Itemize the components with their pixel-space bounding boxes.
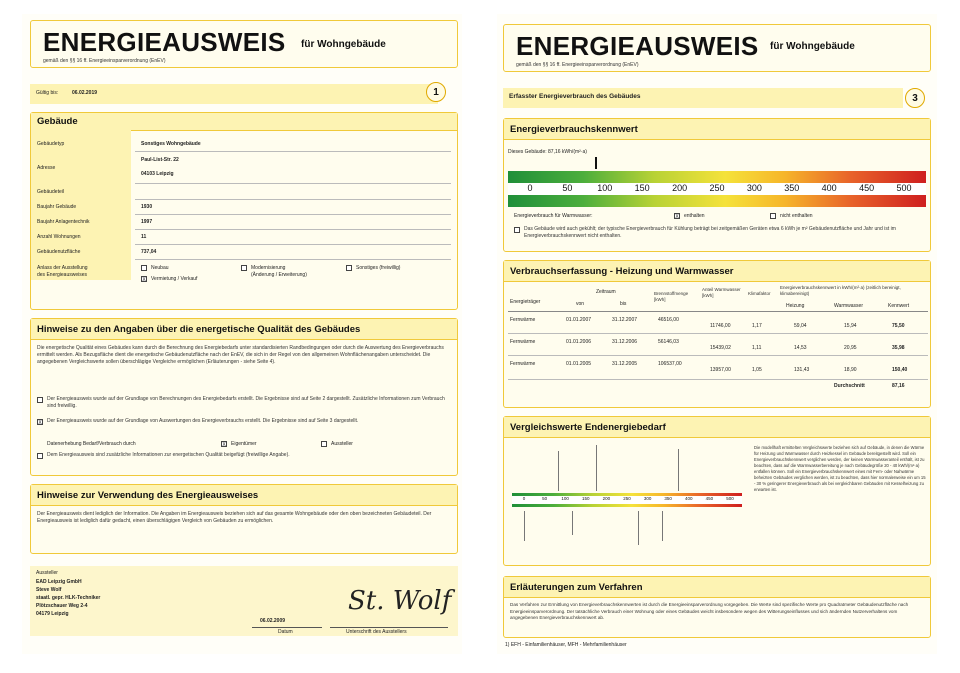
- scale-tick: 300: [746, 183, 762, 193]
- scale-tick: 200: [602, 496, 611, 501]
- hints-section-title: Hinweise zu den Angaben über die energetische Qualität des Gebäudes: [37, 324, 361, 335]
- modernisierung-label-2: (Änderung / Erweiterung): [251, 272, 307, 278]
- hints-option-1-checkbox[interactable]: [37, 397, 43, 403]
- comparison-marker: [572, 511, 573, 535]
- scale-tick: 250: [623, 496, 631, 501]
- page2-legal: gemäß den §§ 16 ff. Energieeinsparverordnung (EnEV): [516, 62, 639, 68]
- usage-section-title: Hinweise zur Verwendung des Energieausweises: [37, 490, 259, 501]
- scale-ticks: [508, 183, 926, 195]
- date-line: [252, 627, 322, 628]
- neubau-checkbox[interactable]: [141, 265, 147, 271]
- scale-tick: 450: [705, 496, 714, 501]
- row-label: Gebäudenutzfläche: [37, 249, 81, 255]
- cooling-checkbox[interactable]: [514, 227, 520, 233]
- col-header: Kennwert: [888, 303, 910, 309]
- page-number-1: 1: [426, 82, 446, 102]
- comparison-ticks: [512, 496, 742, 504]
- row-label: Anzahl Wohnungen: [37, 234, 81, 240]
- hints-option-2-checkbox[interactable]: X: [38, 420, 42, 426]
- issuer-line: staatl. gepr. HLK-Techniker: [36, 595, 101, 601]
- footnote: 1) EFH - Einfamilienhäuser, MFH - Mehrfamilienhäuser: [505, 642, 627, 648]
- col-header: Zeitraum: [596, 289, 616, 295]
- hints-intro: Die energetische Qualität eines Gebäudes kann durch die Berechnung des Energiebedarfs unter standardisierten Randbedingungen oder durch die Auswertung des Energieverbrauchs ermittelt werden. Als Bezugsfläche dient die energetische Gebäudenutzfläche nach der EnEV, die sich in der Regel von den allgemeinen Wohnflächenangaben unterscheidet. Die angegebenen Vergleichswerte sollen überschlägige Vergleiche ermöglichen (Erläuterungen - siehe Seite 4).: [37, 345, 444, 365]
- row-label: Baujahr Anlagentechnik: [37, 219, 90, 225]
- comparison-marker: [638, 511, 639, 545]
- row-divider: [135, 151, 451, 152]
- cell: 150,40: [892, 367, 908, 373]
- cell: 31.12.2006: [612, 339, 638, 345]
- page2-header: [503, 24, 931, 72]
- row-label: Gebäudeteil: [37, 189, 64, 195]
- scale-tick: 500: [896, 183, 912, 193]
- scale-tick: 500: [726, 496, 734, 501]
- issuer-block-label: Aussteller: [36, 570, 58, 576]
- row-value: 11: [141, 234, 147, 240]
- page1-header: [30, 20, 458, 68]
- average-label: Durchschnitt: [834, 383, 865, 389]
- col-header: Klimafaktor: [748, 291, 771, 296]
- cell: 59,04: [794, 323, 807, 329]
- page1-title: ENERGIEAUSWEIS: [43, 27, 286, 57]
- enthalten-checkbox[interactable]: X: [675, 214, 679, 220]
- warmwater-label: Energieverbrauch für Warmwasser:: [514, 213, 593, 219]
- col-header: Warmwasser: [834, 303, 863, 309]
- cell: 31.12.2007: [612, 317, 638, 323]
- consumption-section-title: Verbrauchserfassung - Heizung und Warmwasser: [510, 266, 734, 277]
- kennwert-line: Dieses Gebäude: 87,16 kWh/(m²·a): [508, 149, 587, 155]
- cell: 20,95: [844, 345, 857, 351]
- certificate-page-3: [497, 14, 937, 654]
- page2-section-header: Erfasster Energieverbrauch des Gebäudes: [509, 93, 641, 100]
- cell: Fernwärme: [510, 339, 536, 345]
- cell: 35,98: [892, 345, 905, 351]
- issuer-block: [30, 566, 458, 636]
- scale-tick: 200: [672, 183, 688, 193]
- nicht-enthalten-checkbox[interactable]: [770, 213, 776, 219]
- row-divider: [135, 244, 451, 245]
- cell: 106537,00: [658, 361, 682, 367]
- average-value: 87,16: [892, 383, 905, 389]
- sonstiges-checkbox[interactable]: [346, 265, 352, 271]
- row-value: Sonstiges Wohngebäude: [141, 141, 201, 147]
- signature: St. Wolf: [348, 586, 452, 616]
- row-divider: [508, 379, 928, 380]
- row-value: 1997: [141, 219, 153, 225]
- col-header: bis: [620, 301, 627, 307]
- row-label: Baujahr Gebäude: [37, 204, 77, 210]
- row-divider: [135, 199, 451, 200]
- usage-section: [30, 484, 458, 554]
- row-divider: [135, 229, 451, 230]
- issuer-line: Plötzschauer Weg 2-4: [36, 603, 88, 609]
- cell: 46516,00: [658, 317, 679, 323]
- row-divider: [135, 183, 451, 184]
- row-value: 737,04: [141, 249, 157, 255]
- cooling-note: Das Gebäude wird auch gekühlt; der typische Energieverbrauch für Kühlung beträgt bei zeitgemäßen Geräten etwa 6 kWh je m² Gebäudenutzfläche und Jahr und ist im Energieverbrauchskennwert nicht enthalten.: [524, 226, 896, 239]
- hints-option-1: Der Energieausweis wurde auf der Grundlage von Berechnungen des Energiebedarfs erstellt. Die Ergebnisse sind auf Seite 2 dargestellt. Zusätzliche Informationen zum Verbrauch sind freiwillig.: [47, 396, 445, 409]
- modernisierung-checkbox[interactable]: [241, 265, 247, 271]
- cell: 1,05: [752, 367, 762, 373]
- comparison-marker: [596, 445, 597, 491]
- hints-option-3-checkbox[interactable]: [37, 453, 43, 459]
- procedure-section-title: Erläuterungen zum Verfahren: [510, 582, 643, 593]
- scale-tick: 400: [685, 496, 693, 501]
- cell: 01.01.2006: [566, 339, 592, 345]
- row-label: Gebäudetyp: [37, 141, 65, 147]
- scale-tick: 50: [562, 183, 573, 193]
- cell: 15439,02: [710, 345, 731, 351]
- consumption-marker: [595, 157, 597, 169]
- comparison-marker: [558, 451, 559, 491]
- building-section: [30, 112, 458, 310]
- issuer-line: 04179 Leipzig: [36, 611, 69, 617]
- scale-tick: 0: [527, 183, 533, 193]
- neubau-label: Neubau: [151, 265, 169, 271]
- page2-subtitle: für Wohngebäude: [770, 41, 855, 52]
- procedure-section: [503, 576, 931, 638]
- scale-tick: 0: [522, 496, 526, 501]
- building-section-title: Gebäude: [37, 116, 78, 127]
- valid-date: 06.02.2019: [72, 90, 98, 96]
- cell: 75,50: [892, 323, 905, 329]
- scale-tick: 100: [597, 183, 613, 193]
- scale-tick: 450: [859, 183, 875, 193]
- issuer-checkbox[interactable]: [321, 441, 327, 447]
- hints-option-3: Dem Energieausweis sind zusätzliche Informationen zur energetischen Qualität beigefügt (freiwillige Angabe).: [47, 452, 290, 458]
- modernisierung-label: Modernisierung: [251, 265, 286, 271]
- reason-label: des Energieausweises: [37, 272, 88, 278]
- signature-label: Unterschrift des Ausstellers: [346, 629, 407, 635]
- col-header: Energieverbrauchskennwert in kWh/(m²·a) (zeitlich bereinigt, klimabereinigt): [780, 285, 901, 296]
- cell: 11746,00: [710, 323, 731, 329]
- vermietung-checkbox[interactable]: X: [142, 277, 146, 283]
- cell: 14,53: [794, 345, 807, 351]
- scale-tick: 150: [582, 496, 590, 501]
- comparison-chart: [512, 445, 742, 555]
- row-divider: [135, 259, 451, 260]
- certificate-page-1: [22, 14, 462, 654]
- cell: 31.12.2005: [612, 361, 638, 367]
- scale-tick: 150: [634, 183, 650, 193]
- cell: 13957,00: [710, 367, 731, 373]
- cell: 1,17: [752, 323, 762, 329]
- row-label: Adresse: [37, 165, 56, 171]
- comparison-section-title: Vergleichswerte Endenergiebedarf: [510, 422, 666, 433]
- page1-subtitle: für Wohngebäude: [301, 39, 386, 50]
- table-header-line: [508, 311, 928, 312]
- issuer-line: Steve Wolf: [36, 587, 62, 593]
- issuer-label: Aussteller: [331, 441, 353, 447]
- col-header: von: [576, 301, 585, 307]
- scale-tick: 250: [709, 183, 725, 193]
- col-header: Heizung: [786, 303, 805, 309]
- scale-tick: 100: [561, 496, 569, 501]
- hints-section: [30, 318, 458, 476]
- row-value: 04103 Leipzig: [141, 171, 174, 177]
- cell: 15,94: [844, 323, 857, 329]
- nicht-enthalten-label: nicht enthalten: [780, 213, 813, 219]
- scale-tick: 400: [821, 183, 837, 193]
- signature-line: [330, 627, 448, 628]
- owner-label: Eigentümer: [231, 441, 257, 447]
- usage-text: Der Energieausweis dient lediglich der Information. Die Angaben im Energieausweis beziehen sich auf das gesamte Wohngebäude oder den oben bezeichneten Gebäudeteil. Der Energieausweis ist lediglich dafür gedacht, einen überschlägigen Vergleich von Gebäuden zu ermöglichen.: [37, 511, 432, 524]
- scale-tick: 50: [542, 496, 548, 501]
- col-header: Anteil Warmwasser [kWh]: [702, 287, 741, 298]
- kennwert-section: [503, 118, 931, 252]
- cell: 56146,03: [658, 339, 679, 345]
- comparison-marker: [662, 511, 663, 541]
- cell: 01.01.2007: [566, 317, 592, 323]
- building-section-bar: [31, 113, 457, 131]
- row-value: 1930: [141, 204, 153, 210]
- procedure-text: Das Verfahren zur Ermittlung von Energieverbrauchskennwerten ist durch die Energieeinsparverordnung vorgegeben. Die Werte sind spezifische Werte pro Quadratmeter Gebäudenutzfläche nach Energieeinsparverordnung. Der tatsächliche Verbrauch einer Wohnung oder eines Gebäudes weicht insbesondere wegen des Witterungseinflusses und sich ändernden Nutzerverhaltens vom angegebenen Energieverbrauchskennwert ab.: [510, 602, 909, 620]
- row-divider: [508, 333, 928, 334]
- comparison-side-text: Die modellhaft ermittelten Vergleichswerte beziehen sich auf Gebäude, in denen die Wärme für Heizung und Warmwasser durch Heizkessel im Gebäude bereitgestellt wird. Soll ein Energieverbrauchskennwert verglichen werden, der keinen Warmwasseranteil enthält, ist zu beachten, dass auf die Warmwasserbereitung je nach Gebäudegröße 20 - 40 kWh/(m²·a) entfallen können. Soll ein Energieverbrauchskennwert eines mit Fern- oder Nahwärme beheizten Gebäudes verglichen werden, ist zu beachten, dass hier normalerweise ein um 15 - 30 % geringerer Energieverbrauch als bei vergleichbaren Gebäuden mit Kesselheizung zu erwarten ist.: [754, 445, 926, 492]
- comparison-marker: [524, 511, 525, 541]
- page1-legal: gemäß den §§ 16 ff. Energieeinsparverordnung (EnEV): [43, 58, 166, 64]
- row-divider: [135, 214, 451, 215]
- issuer-line: EAD Leipzig GmbH: [36, 579, 82, 585]
- comparison-marker: [678, 449, 679, 491]
- date-label: Datum: [278, 629, 293, 635]
- cell: 01.01.2005: [566, 361, 592, 367]
- comparison-section: [503, 416, 931, 566]
- col-header: Brennstoffmenge [kWh]: [654, 291, 689, 302]
- issue-date: 06.02.2009: [260, 618, 286, 624]
- row-value: Paul-List-Str. 22: [141, 157, 179, 163]
- owner-checkbox[interactable]: X: [222, 442, 226, 448]
- row-divider: [508, 355, 928, 356]
- data-collection-label: Datenerhebung Bedarf/Verbrauch durch: [47, 441, 136, 447]
- cell: 1,11: [752, 345, 762, 351]
- scale-tick: 350: [784, 183, 800, 193]
- sonstiges-label: Sonstiges (freiwillig): [356, 265, 401, 271]
- cell: Fernwärme: [510, 361, 536, 367]
- consumption-section: [503, 260, 931, 408]
- valid-label: Gültig bis:: [36, 90, 59, 96]
- vermietung-label: Vermietung / Verkauf: [151, 276, 198, 282]
- hints-option-2: Der Energieausweis wurde auf der Grundlage von Auswertungen des Energieverbrauchs erstellt. Die Ergebnisse sind auf Seite 3 dargestellt.: [47, 418, 359, 424]
- page2-title: ENERGIEAUSWEIS: [516, 31, 759, 61]
- kennwert-section-title: Energieverbrauchskennwert: [510, 124, 638, 135]
- cell: Fernwärme: [510, 317, 536, 323]
- scale-tick: 350: [664, 496, 672, 501]
- cell: 131,43: [794, 367, 810, 373]
- enthalten-label: enthalten: [684, 213, 705, 219]
- cell: 18,90: [844, 367, 857, 373]
- col-header: Energieträger: [510, 299, 541, 305]
- scale-tick: 300: [643, 496, 652, 501]
- reason-label: Anlass der Ausstellung: [37, 265, 88, 271]
- page-number-3: 3: [905, 88, 925, 108]
